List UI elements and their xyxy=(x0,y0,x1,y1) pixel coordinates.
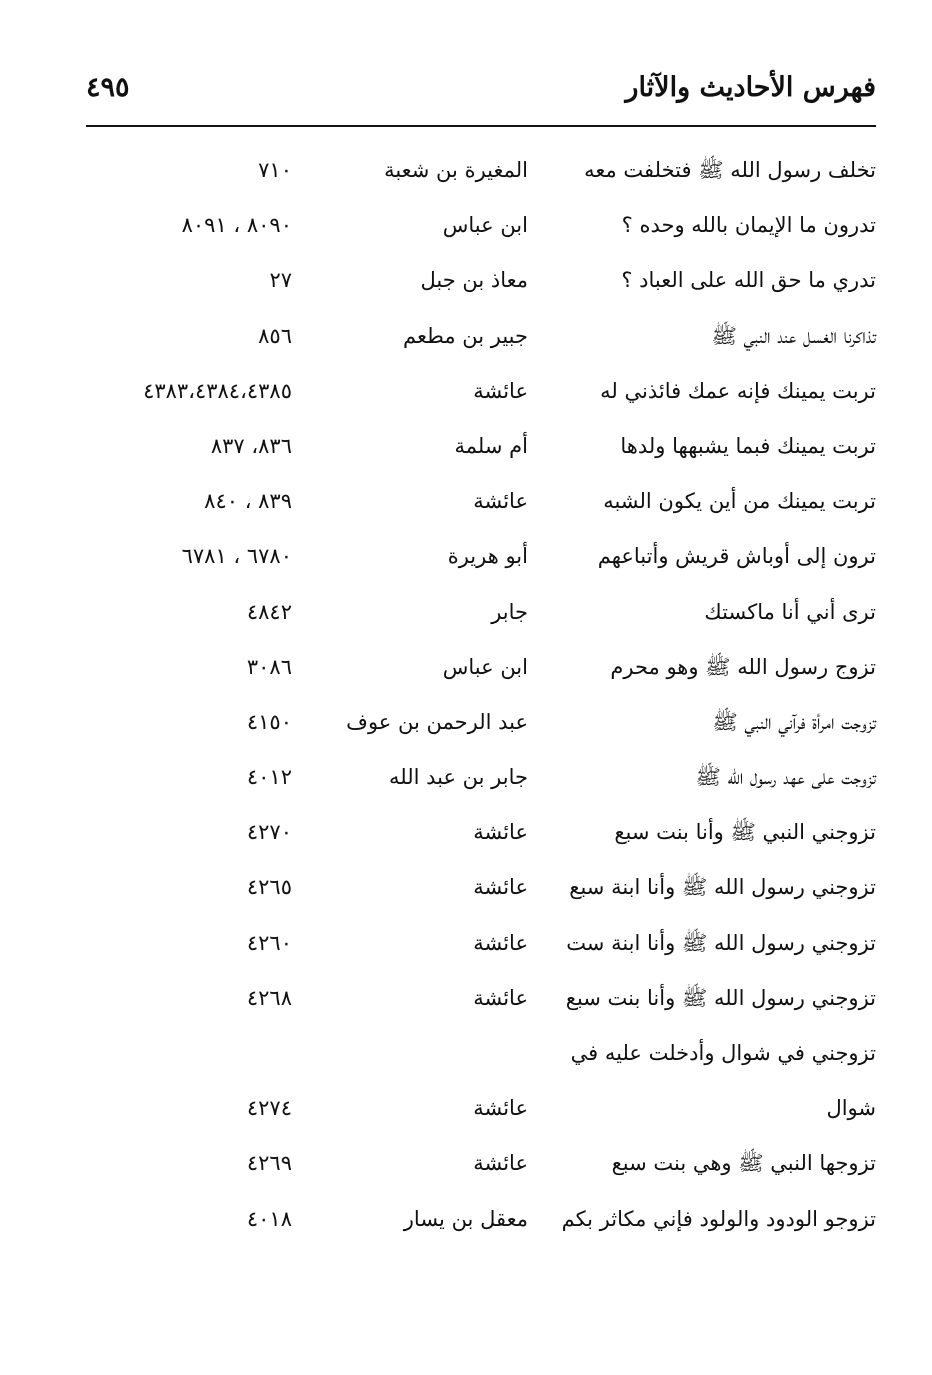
reference-numbers: ٤٢٦٩ xyxy=(246,1151,292,1176)
narrator: عبد الرحمن بن عوف xyxy=(346,709,528,734)
narrator: عائشة xyxy=(473,1151,528,1176)
index-entry xyxy=(86,1026,876,1081)
reference-numbers: ٤٢٦٨ xyxy=(246,985,292,1010)
hadith-text: تزوجت على عهد رسول الله ﷺ xyxy=(695,765,876,790)
hadith-text: تزوج رسول الله ﷺ وهو محرم xyxy=(610,654,876,679)
reference-numbers: ٨٣٩ ، ٨٤٠ xyxy=(204,489,292,514)
narrator: عائشة xyxy=(473,930,528,955)
hadith-text: تزوجت امرأة فرآني النبي ﷺ xyxy=(712,709,876,734)
hadith-text: تزوجني النبي ﷺ وأنا بنت سبع xyxy=(614,820,876,845)
hadith-text: تدرون ما الإيمان بالله وحده ؟ xyxy=(621,213,876,238)
index-entry xyxy=(86,640,876,695)
hadith-text: تدري ما حق الله على العباد ؟ xyxy=(621,268,876,293)
narrator: عائشة xyxy=(473,489,528,514)
narrator: أم سلمة xyxy=(454,433,528,458)
hadith-text: شوال xyxy=(826,1096,876,1121)
index-entry xyxy=(86,695,876,750)
narrator: أبو هريرة xyxy=(447,544,528,569)
narrator: عائشة xyxy=(473,1096,528,1121)
reference-numbers: ٤٢٦٥ xyxy=(246,875,292,900)
index-entry xyxy=(86,971,876,1026)
narrator: ابن عباس xyxy=(442,213,528,238)
reference-numbers: ٤٣٨٣،٤٣٨٤،٤٣٨٥ xyxy=(143,378,292,403)
reference-numbers: ٤١٥٠ xyxy=(246,709,292,734)
reference-numbers: ٣٠٨٦ xyxy=(246,654,292,679)
hadith-index-list xyxy=(86,143,876,1247)
index-entry xyxy=(86,529,876,584)
page-title: فهرس الأحاديث والآثار xyxy=(625,72,876,103)
reference-numbers: ٢٧ xyxy=(269,268,292,293)
index-entry xyxy=(86,805,876,860)
hadith-text: تربت يمينك من أين يكون الشبه xyxy=(603,489,876,514)
narrator: جبير بن مطعم xyxy=(402,323,528,348)
index-entry xyxy=(86,364,876,419)
hadith-text: تزوجني في شوال وأدخلت عليه في xyxy=(570,1041,876,1065)
narrator: جابر xyxy=(491,599,528,624)
narrator: عائشة xyxy=(473,985,528,1010)
index-entry xyxy=(86,419,876,474)
narrator: معاذ بن جبل xyxy=(420,268,528,293)
narrator: المغيرة بن شعبة xyxy=(384,158,528,182)
hadith-text: تزوجني رسول الله ﷺ وأنا ابنة سبع xyxy=(569,875,876,900)
hadith-text: تربت يمينك فبما يشبهها ولدها xyxy=(620,433,876,458)
index-entry xyxy=(86,750,876,805)
hadith-text: تزوجها النبي ﷺ وهي بنت سبع xyxy=(611,1151,876,1176)
hadith-text: ترون إلى أوباش قريش وأتباعهم xyxy=(597,544,876,569)
reference-numbers: ٤٠١٢ xyxy=(246,765,292,790)
index-entry xyxy=(86,143,876,198)
reference-numbers: ٦٧٨٠ ، ٦٧٨١ xyxy=(181,544,292,569)
narrator: جابر بن عبد الله xyxy=(388,765,528,790)
index-entry xyxy=(86,860,876,915)
hadith-text: تربت يمينك فإنه عمك فائذني له xyxy=(600,378,876,403)
header-divider xyxy=(86,125,876,127)
reference-numbers: ٨٠٩٠ ، ٨٠٩١ xyxy=(181,213,292,238)
narrator: عائشة xyxy=(473,820,528,845)
hadith-text: تزوجو الودود والولود فإني مكاثر بكم xyxy=(561,1206,876,1231)
index-entry xyxy=(86,1136,876,1191)
page-header xyxy=(86,66,876,116)
page-number: ٤٩٥ xyxy=(86,72,130,103)
reference-numbers: ٤٢٧٤ xyxy=(246,1096,292,1121)
reference-numbers: ٨٣٦، ٨٣٧ xyxy=(210,433,292,458)
hadith-text: تزوجني رسول الله ﷺ وأنا ابنة ست xyxy=(566,930,876,955)
reference-numbers: ٧١٠ xyxy=(258,158,292,182)
reference-numbers: ٤٢٦٠ xyxy=(246,930,292,955)
reference-numbers: ٤٠١٨ xyxy=(246,1206,292,1231)
index-entry xyxy=(86,1192,876,1247)
narrator: معقل بن يسار xyxy=(403,1206,528,1231)
narrator: ابن عباس xyxy=(442,654,528,679)
index-entry xyxy=(86,916,876,971)
index-entry xyxy=(86,309,876,364)
hadith-text: تخلف رسول الله ﷺ فتخلفت معه xyxy=(584,158,876,182)
index-entry xyxy=(86,1081,876,1136)
hadith-text: تذاكرنا الغسل عند النبي ﷺ xyxy=(711,323,876,348)
index-entry xyxy=(86,253,876,308)
narrator: عائشة xyxy=(473,378,528,403)
hadith-text: ترى أني أنا ماكستك xyxy=(704,599,876,624)
index-entry xyxy=(86,585,876,640)
reference-numbers: ٨٥٦ xyxy=(258,323,292,348)
reference-numbers: ٤٢٧٠ xyxy=(246,820,292,845)
index-entry xyxy=(86,198,876,253)
index-entry xyxy=(86,474,876,529)
hadith-text: تزوجني رسول الله ﷺ وأنا بنت سبع xyxy=(565,985,876,1010)
narrator: عائشة xyxy=(473,875,528,900)
reference-numbers: ٤٨٤٢ xyxy=(246,599,292,624)
